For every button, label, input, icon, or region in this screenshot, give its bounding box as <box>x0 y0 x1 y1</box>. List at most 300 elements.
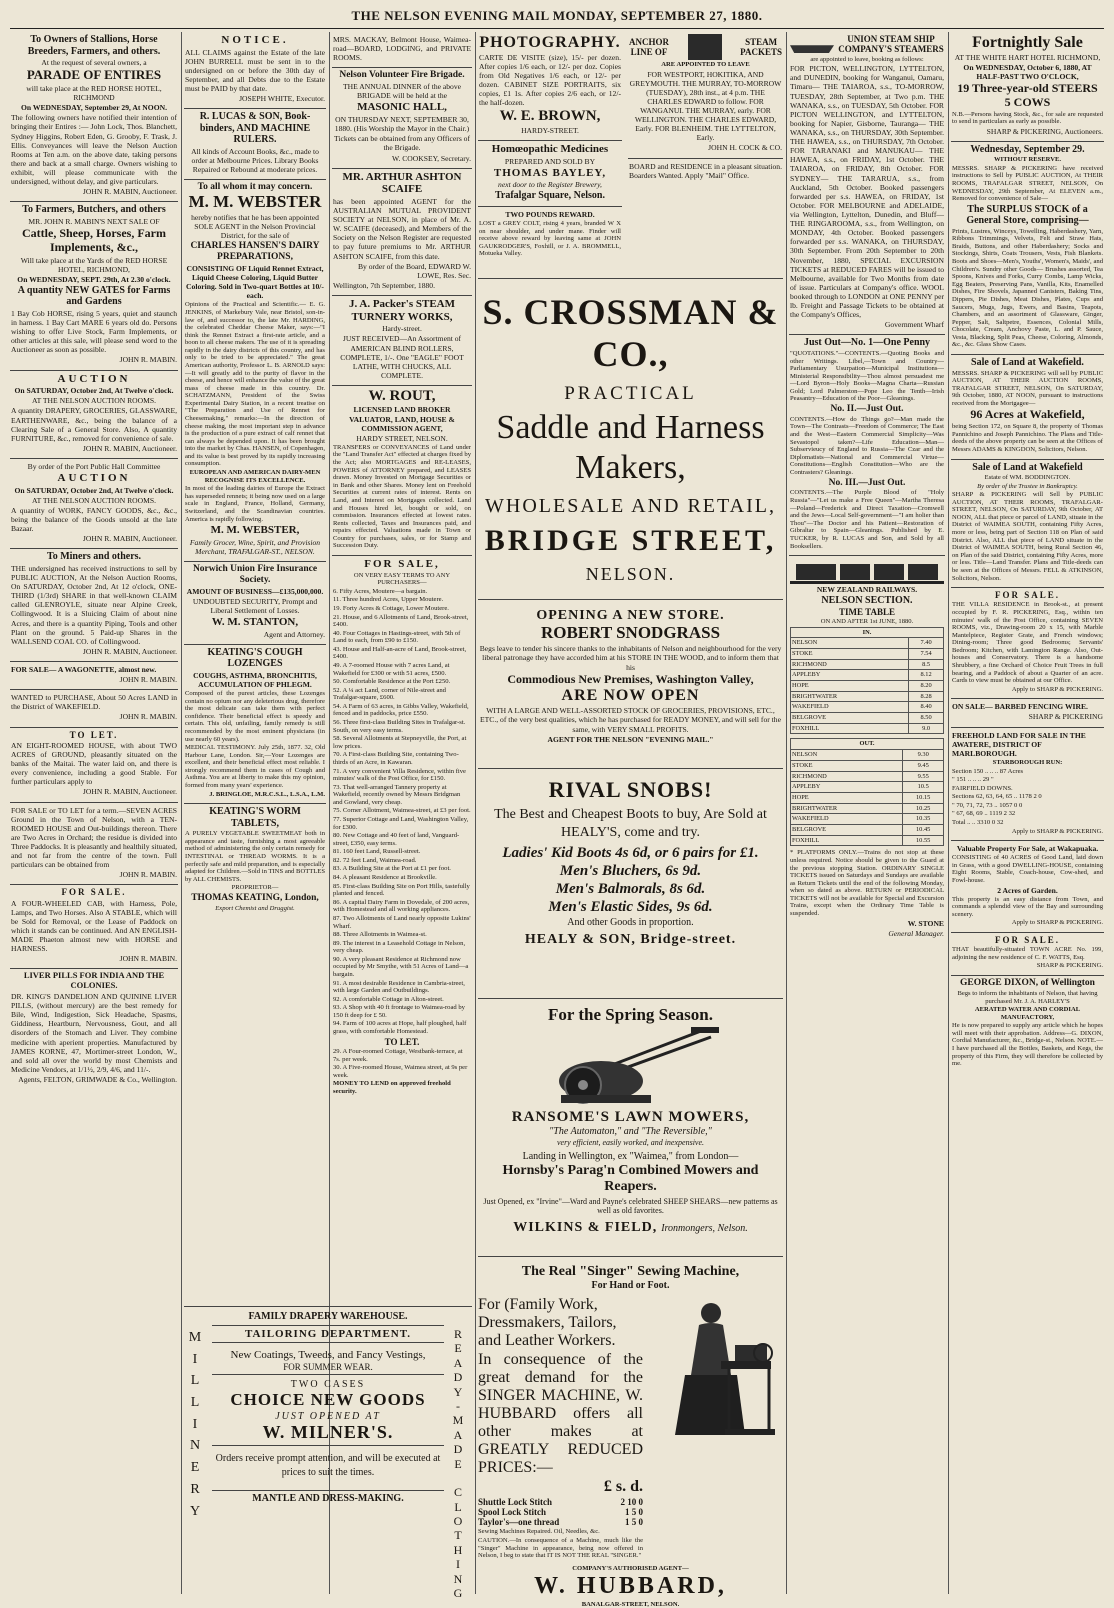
masthead-rule <box>10 28 1104 29</box>
ad-product-list: CONSISTING OF Liquid Rennet Extract, Liquid Cheese Coloring, Liquid Butter Coloring. Sold in Two-quart Bottles at 10/- each. <box>186 263 324 301</box>
side-letter: E <box>454 1456 464 1471</box>
property-item: 84. A pleasant Residence at Brookville. <box>333 874 437 882</box>
ad-body: A FOUR-WHEELED CAB, with Harness, Pole, Lamps, and Two Horses. Also A STABLE, which will be Sold for Removal, or the Lease of Paddock on which it stands can be continued. And AN ENGLISH-MADE Phaeton almost new with HORSE and HARNESS. <box>11 898 177 954</box>
ad-body: THE undersigned has received instructions to sell by PUBLIC AUCTION, At the Nelson Auction Rooms, On SATURDAY, October 2nd, At 12 o'clock, ONE-THIRD (1/3rd) SHARE in that well-known CLAIM called GLENROYLE, situate near Alpine Creek, Collingwood. It is a Sluicing Claim of about nine Acres, and there is a quantity Piping, Tools and other Plant on the ground. 5 Paid-up Shares in the WALLSEND COAL CO. of Collingwood. <box>11 563 177 646</box>
ad-board-residence <box>628 159 783 185</box>
ad-general-store-sale <box>951 142 1104 355</box>
ad-subheading: Hornsby's Parag'n Combined Mowers and Reapers. <box>502 1163 759 1194</box>
timetable-row <box>791 835 944 846</box>
land-schedule-row: Section 150 .. .. .. 87 Acres <box>952 767 1024 775</box>
masthead: THE NELSON EVENING MAIL MONDAY, SEPTEMBER 27, 1880. <box>351 8 763 23</box>
ad-subheading: For Hand or Foot. <box>591 1280 670 1292</box>
side-letter: D <box>453 1442 465 1457</box>
ad-heading: Wednesday, September 29. <box>970 143 1085 155</box>
ad-body: Orders receive prompt attention, and will be executed at prices to suit the times. <box>215 1452 441 1478</box>
price-row <box>478 1497 643 1507</box>
ad-heading: GEORGE DIXON, of Wellington <box>960 978 1095 989</box>
ad-place: Trafalgar Square, Nelson. <box>494 190 605 202</box>
property-list <box>333 588 471 1036</box>
side-letter: T <box>454 1528 464 1543</box>
station-name: WAKEFIELD <box>791 814 903 825</box>
ad-heading: Just Out—No. 1—One Penny <box>803 337 931 349</box>
station-name: BRIGHTWATER <box>791 803 903 814</box>
milner-main <box>212 1307 444 1504</box>
ad-body: hereby notifies that he has been appointed SOLE AGENT in the Nelson Provincial District, for the sale of <box>191 212 319 240</box>
ad-price-line: Ladies' Kid Boots 4s 6d, or 6 pairs for £1. <box>502 845 759 862</box>
land-schedule-row: Sections 62, 63, 64, 65 .. 1178 2 0 <box>952 793 1042 801</box>
ad-body: The following owners have notified their intention of bringing their Entires :— John Lock, Thos. Blanchett, Sydney Higgins, Robert Eden, G. Grooby, F. Trask, J. Ellis. Conveyances will leave the Nelson Auction Rooms at Ten a.m. on the above date, taking persons there and back at a small charge. Owners wishing to exhibit, will please communicate with the undersigned, without delay, and give particulars. <box>11 113 177 187</box>
ad-heading: Sale of Land at Wakefield. <box>971 357 1084 368</box>
departure-time: 9.55 <box>903 771 944 782</box>
station-name: FOXHILL <box>791 835 903 846</box>
station-name: HOPE <box>791 792 903 803</box>
ad-mackay-board <box>332 32 472 68</box>
ad-body: JUST RECEIVED—An Assortment of AMERICAN BLIND ROLLERS, COMPLETE, 1/-. One "EAGLE" FOOT LATHE, WITH CHUCKS, ALL COMPLETE. <box>340 334 464 380</box>
ad-lot: 5 COWS <box>1004 94 1051 109</box>
side-letter: - <box>456 1398 462 1413</box>
ad-auction-drapery <box>10 371 178 459</box>
departure-time: 10.55 <box>903 835 944 846</box>
ad-crossman <box>478 278 783 600</box>
ad-date: On SATURDAY, October 2nd, At Twelve o'clock. <box>14 485 174 495</box>
property-item: 58. Several Allotments at Stepneyville, the Port, at low prices. <box>333 735 467 750</box>
price-list <box>478 1497 643 1527</box>
property-item: 71. A very convenient Villa Residence, within five minutes' walk of the Post Office, for £150. <box>333 767 466 783</box>
ad-body: FOR SALE or TO LET for a term.—SEVEN ACRES Ground in the Town of Nelson, with a TEN-ROOMED HOUSE and Out-buildings thereon. There are Two Acres in Orchard; the residue is divided into Three Paddocks. It is pleasantly and healthily situated, and not far from the centre of the town. Full particulars can be obtained from <box>11 805 177 870</box>
side-letter: E <box>190 1460 204 1476</box>
ad-signature: JOHN R. MABIN. <box>119 954 177 964</box>
side-letter: A <box>453 1427 465 1442</box>
ad-heading: Homœopathic Medicines <box>491 142 609 155</box>
ad-heading: PARADE OF ENTIRES <box>26 67 162 83</box>
price-item: Shuttle Lock Stitch <box>478 1497 553 1508</box>
side-letter: Y <box>189 1503 205 1519</box>
ad-signature-detail: Export Chemist and Druggist. <box>215 904 295 912</box>
side-letter: D <box>453 1370 465 1385</box>
ad-heading: TWO POUNDS REWARD. <box>505 209 595 219</box>
property-item: 54. A Farm of 63 acres, in Gibbs Valley, Wakefield, fenced and in paddocks, price £550. <box>333 702 469 718</box>
ad-body: CONTENTS.—The Purple Blood of "Holy Russia"—"Let us make a Free Queen"—Martha Theresa—Poland—Frederick and Direct Taxation—Cromwell and the Jews—Local Self-government—"I am holier than Thou"—The Doctor and his Patient—Restoration of Gibraltar to Spain—Gleanings. Published by E. TUCKER, by R. LUCAS and Son, and Sold by all Booksellers. <box>790 489 944 550</box>
ad-line: TWO CASES <box>290 1379 366 1391</box>
price-value: 1 5 0 <box>625 1517 643 1528</box>
ad-cattle-sale <box>10 202 178 370</box>
ad-signature: JOHN R. MABIN, Auctioneer. <box>82 443 177 453</box>
ad-body: CONTENTS.—How do Things go?—Man made the Town—The Contrasts—Freedom of Commerce; The East and the West—Eastern Commercial Simplicity—Was Sevastopol taken?—Life Education—Man—Subservieucy of England to Russia—The Czar and the Diplomatists—National and Commercial Virtue—Constitutions—English Constitution—Who are the Contrasters? Gleanings. <box>790 415 944 476</box>
ad-subheading: WITHOUT RESERVE. <box>993 156 1062 164</box>
ad-railway-timetable <box>789 556 945 943</box>
timetable-row <box>791 803 944 814</box>
ad-miners <box>10 549 178 662</box>
departure-time: 8.28 <box>909 691 944 702</box>
ad-body: Begs leave to tender his sincere thanks to the inhabitants of Nelson and neighbourhood for the very liberal patronage they have accorded him at his STORE IN THE WOOD, and to inform them that his <box>479 643 782 672</box>
ad-homoeopathic <box>478 141 622 207</box>
ad-date: On WEDNESDAY, September 29, At NOON. <box>21 103 167 113</box>
ad-signature: W. STONE <box>907 918 944 928</box>
ad-footer: MANTLE AND DRESS-MAKING. <box>252 1492 404 1504</box>
side-letter: L <box>190 1395 204 1411</box>
ad-heading: Fortnightly Sale <box>972 34 1083 51</box>
timetable-row <box>791 691 944 702</box>
ad-snodgrass <box>478 602 783 769</box>
ad-heading: NEW ZEALAND RAILWAYS. <box>816 585 918 595</box>
ad-subheading: are appointed to leave, booking as follows: <box>810 55 924 63</box>
ad-body: MRS. MACKAY, Belmont House, Waimea-road—BOARD, LODGING, and PRIVATE ROOMS. <box>333 35 471 63</box>
side-letter: M <box>452 1413 466 1428</box>
price-value: 2 10 0 <box>620 1497 643 1508</box>
timetable-title: TIME TABLE <box>839 606 895 617</box>
station-name: RICHMOND <box>791 659 909 670</box>
ad-body: And other Goods in proportion. <box>567 917 694 929</box>
ad-subheading: 2 Acres of Garden. <box>997 885 1058 895</box>
ad-trade: Makers, <box>575 449 686 486</box>
ad-subheading: AT THE WHITE HART HOTEL RICHMOND, <box>954 52 1101 62</box>
timetable-row <box>791 792 944 803</box>
ad-body: BOARD and RESIDENCE in a pleasant situation. Boarders Wanted. Apply "Mail" Office. <box>629 161 782 180</box>
ad-signature: JOHN R. MABIN, Auctioneer. <box>82 787 177 797</box>
ad-line: New Coatings, Tweeds, and Fancy Vestings, <box>230 1349 426 1362</box>
ad-land-wakefield-1 <box>951 355 1104 460</box>
ad-footer: AGENT FOR THE NELSON "EVENING MAIL." <box>547 735 714 745</box>
ad-body: THE ANNUAL DINNER of the above BRIGADE will be held at the <box>342 82 462 101</box>
property-item: 21. House, and 6 Allotments of Land, Brook-street, £400. <box>333 613 469 629</box>
ad-subheading: EUROPEAN AND AMERICAN DAIRY-MEN RECOGNISE ITS EXCELLENCE. <box>189 469 321 484</box>
ad-place: MASONIC HALL, <box>357 101 447 114</box>
departure-time: 8.40 <box>909 702 944 713</box>
ad-subheading: TAILORING DEPARTMENT. <box>244 1327 412 1340</box>
station-name: STOKE <box>791 648 909 659</box>
ad-heading: FOR SALE— A WAGONETTE, almost new. <box>11 664 157 674</box>
ad-line: WHOLESALE AND RETAIL, <box>485 495 776 517</box>
departure-time: 8.50 <box>909 713 944 724</box>
ad-place: will take place at the RED HORSE HOTEL, RICHMOND <box>26 84 162 103</box>
ad-body: For (Family Work, Dressmakers, Tailors, and Leather Workers. <box>478 1296 617 1350</box>
ad-body: has been appointed AGENT for the AUSTRALIAN MUTUAL PROVIDENT SOCIETY at NELSON, in place of Mr. A. W. SCAIFE (deceased), and Members of the Society on the Nelson Register are requested to pay future premiums to Mr. ARTHUR ASHTON SCAIFE, from this date. <box>333 196 471 261</box>
ad-signature-detail: Ironmongers, Nelson. <box>661 1222 748 1234</box>
property-item: 29. A Four-roomed Cottage, Westbank-terrace, at 7s. per week. <box>333 1047 463 1063</box>
ad-title: To Owners of Stallions, Horse Breeders, Farmers, and others. <box>27 34 161 57</box>
ad-webster-dairy <box>184 180 326 562</box>
station-name: BELGROVE <box>791 713 909 724</box>
ad-heading: No. III.—Just Out. <box>828 477 906 488</box>
ad-signature: Government Wharf <box>884 320 944 330</box>
side-letter: H <box>453 1542 465 1557</box>
ad-testimonials: Opinions of the Practical and Scientific.— E. G. JENKINS, of Markebury Vale, near Bristol, son-in-law of, and successor to, the late Mr. HARDING, the celebrated Cheddar Cheese Maker, says:—"I think the Rennet Extract a first-rate article, and a boon to all cheese makers. The use of it is spreading rapidly in the dairy districts of this country, and has only to be tried to be appreciated." The great American authority, Professor L. B. ARNOLD says:—It will greatly add to the purity of flavor in the cheese, and hence will enhance the value of the great mass of cheese made in this country. Dr. SCHATZMANN, President of the Swiss Experimental Dairy Station, in a recent treatise on "The Preparation and Use of Rennet for Cheesemaking," remarks:—In the direction of cheese making, the most important step in advance is the production of a pure extract of calf rennet that can always be depended upon. It has been brought into the market by Chas. HANSEN, of Copenhagen, and its value is best proved by its rapidly increasing consumption. <box>185 301 325 468</box>
property-item: 92. A comfortable Cottage in Alton-street. <box>333 995 444 1003</box>
price-row <box>478 1507 643 1517</box>
timetable-row <box>791 771 944 782</box>
ad-signature: JOHN R. MABIN, Auctioneer. <box>82 534 177 544</box>
ad-signature: Apply to SHARP & PICKERING. <box>1011 827 1103 835</box>
property-item: 86. A capital Dairy Farm in Dovedale, of 200 acres, with Homestead and all working appliances. <box>333 898 470 914</box>
ad-heading: RIVAL SNOBS! <box>548 777 713 802</box>
ad-models: "The Automaton," and "The Reversible," <box>549 1126 712 1138</box>
ad-body: LOST a GREY COLT, rising 4 years, branded W X on near shoulder, and under mane. Finder will receive above reward by leaving same at JOHN GAUKRODGER'S, Foxhill, or J. A. BROMMELL, Motueka Valley. <box>479 219 621 258</box>
ad-heading-part: LINE OF <box>630 47 668 57</box>
ad-heading: FOR SALE. <box>61 887 127 898</box>
departure-time: 8.5 <box>909 659 944 670</box>
timetable-out <box>790 738 944 846</box>
locomotive-icon <box>790 558 944 584</box>
side-letter: C <box>453 1485 464 1500</box>
ad-heading: FOR SALE. <box>994 590 1060 601</box>
departure-time: 8.12 <box>909 670 944 681</box>
ad-subheading: COUGHS, ASTHMA, BRONCHITIS, ACCUMULATION OF PHLEGM. <box>193 670 317 689</box>
side-letter: Y <box>453 1384 465 1399</box>
ad-agent-label: COMPANY'S AUTHORISED AGENT— <box>572 1564 689 1572</box>
property-item: 94. Farm of 100 acres at Hope, half ploughed, half grass, with comfortable Homestead. <box>333 1020 467 1036</box>
ad-heading: W. ROUT, <box>368 387 436 404</box>
departure-time: 8.20 <box>909 681 944 692</box>
property-item: 52. A ¼ act Land, corner of Nile-street and Trafalgar-square, £600. <box>333 686 446 702</box>
property-item: 11. Three hundred Acres, Upper Moutere. <box>333 596 444 604</box>
ad-heading: No. II.—Just Out. <box>830 403 904 414</box>
ad-heading: OPENING A NEW STORE. <box>536 608 725 623</box>
ad-heading: LIVER PILLS FOR INDIA AND THE COLONIES. <box>23 970 165 991</box>
ad-signature: JOHN R. MABIN. <box>119 675 177 685</box>
ad-land-wakefield-2 <box>951 460 1104 589</box>
ad-signature: JOSEPH WHITE, Executor. <box>239 94 325 104</box>
land-schedule <box>952 768 1103 827</box>
ad-date: On SATURDAY, October 2nd, At Twelve o'clock. <box>14 386 174 396</box>
ad-subheading: STARBOROUGH RUN: <box>992 758 1063 766</box>
ad-body: TRANSFERS or CONVEYANCES of Land under the "Land Transfer Act" effected at charges fixed by the Act; also MORTGAGES and RE-LEASES, POWERS of ATTORNEY prepared, and LEASES drawn. Money Invested on Mortgage Securities or in Bank and other Shares. Money lent on Freehold Securities at current rates of interest. Rents on Land, and Interest on Mortgages collected. Land and Houses hired let, bought or sold, on commission. Insurances effected at lowest rates. Rents collected, Taxes and Insurances paid, and repairs effected. Valuations made in Town or Country for purchases, sales, or for Stamp and Succession Duty. <box>333 443 471 550</box>
ad-heading: TO LET. <box>384 1036 420 1047</box>
ad-line: FOR SUMMER WEAR. <box>283 1362 373 1373</box>
ad-amount: AMOUNT OF BUSINESS—£135,000,000. <box>186 586 324 596</box>
side-label-millinery <box>188 1327 206 1522</box>
divider <box>212 1490 444 1491</box>
ad-intro: At the request of several owners, a <box>41 58 147 67</box>
train-car <box>908 564 938 580</box>
ad-signature: WILKINS & FIELD, <box>513 1219 658 1235</box>
ad-intro: MR. JOHN R. MABIN'S NEXT SALE OF <box>28 216 160 226</box>
ad-body: Begs to inform the inhabitants of Nelson, that having purchased Mr. J. A. HARLEY'S <box>957 989 1098 1005</box>
departure-time: 10.25 <box>903 803 944 814</box>
ad-heading: M. M. WEBSTER <box>188 192 322 212</box>
ad-body: PREPARED AND SOLD BY <box>504 156 596 166</box>
ad-place: Hardy-street. <box>382 324 422 334</box>
ad-money-to-lend: MONEY TO LEND on approved freehold security. <box>333 1080 451 1095</box>
departure-time: 9.45 <box>903 760 944 771</box>
side-letter: L <box>454 1499 464 1514</box>
singer-body-row <box>478 1295 783 1560</box>
anchor-flag-icon <box>688 34 722 60</box>
departure-time: 10.45 <box>903 824 944 835</box>
side-letter: O <box>453 1514 465 1529</box>
ad-signature: W. COOKSEY, Secretary. <box>391 153 471 163</box>
divider <box>212 1342 444 1343</box>
timetable-row <box>791 670 944 681</box>
timetable-row <box>791 648 944 659</box>
timetable-rows <box>791 750 944 846</box>
ad-signature: SHARP & PICKERING. <box>1036 962 1103 970</box>
ad-notice-estate <box>184 32 326 109</box>
ad-line: PRACTICAL <box>564 383 697 404</box>
ad-body: Prints, Lustres, Winceys, Towelling, Haberdashery, Yarn, Ribbons Trimmings, Velvets, Felt and Straw Hats, Braids, Buttons, and other Haberdashery; Socks and Stockings, Shirts, Coats Trousers, Vests, Fish Blankets. Boots and Shoes—Men's, Youths', Women's, Maids', and Children's. Sundry other Goods— Brushes assorted, Tea Spoons, Knives and Forks, Curry Combs, Lamp Wicks, Egg Beaters, Preserving Pans, Vanilla, Kits, Enamelled Dishes, Fire Shovels, Japanned Canisters, Baking Tins, Dippers, Pie Dishes, Meat Dishes, Plates, Cups and Saucers, Mugs, Jugs, Ewers, and Basins, Teapots, Chambers, and an assortment of Glassware, Ginger, Pepper, Salt, Saltpetre, Essences, Colonial Mills, Chocolate, Cream, Anchovy Paste, L. and P. Sauce, Vesta, Blacking, Split Peas, Cheese, Coloring, Almonds, &c., &c. Glass Show Cases. <box>952 227 1103 349</box>
ad-body: THAT beautifully-situated TOWN ACRE No. 199, adjoining the new residence of C. F. WATTS, Esq. <box>952 946 1103 961</box>
ad-body: WANTED to PURCHASE, About 50 Acres LAND in the District of WAKEFIELD. <box>11 693 177 712</box>
ad-milner-drapery <box>184 1306 472 1601</box>
property-item: 81. 160 feet Land, Russell-street. <box>333 848 421 856</box>
ad-title: To Farmers, Butchers, and others <box>22 204 166 216</box>
departure-time: 10.15 <box>903 792 944 803</box>
timetable-in <box>790 627 944 735</box>
ad-place: HARDY-STREET. <box>521 125 579 135</box>
ad-line: JUST OPENED AT <box>275 1410 381 1422</box>
land-schedule-row: " 151 .. .. .. 29 " <box>952 776 994 784</box>
ad-villa-for-sale <box>951 588 1104 699</box>
ad-signature-detail: Family Grocer, Wine, Spirit, and Provision Merchant, TRAFALGAR-ST., NELSON. <box>189 537 321 556</box>
ad-ransome-mowers <box>478 1002 783 1257</box>
departure-time: 9.30 <box>903 750 944 761</box>
station-name: BRIGHTWATER <box>791 691 909 702</box>
ad-merchant-name: S. CROSSMAN & CO., <box>482 292 779 374</box>
ad-heading: ON SALE— BARBED FENCING WIRE. <box>952 702 1088 712</box>
ad-body: In most of the leading dairies of Europe the Extract has superseded rennets; it being now used on a large scale in England, France, Holland, Germany, Switzerland, and the Scandinavian countries. America is rapidly following. <box>185 485 325 523</box>
ad-union-steam-ship <box>789 32 945 335</box>
divider <box>212 1445 444 1446</box>
ad-wakapuaka <box>951 841 1104 933</box>
ad-signature: SHARP & PICKERING <box>1028 712 1103 722</box>
ad-intro: By order of the Port Public Hall Committee <box>27 461 161 471</box>
ad-photography <box>478 32 622 141</box>
ad-subheading: CHARLES HANSEN'S DAIRY PREPARATIONS, <box>190 241 320 262</box>
train-car <box>840 564 870 580</box>
ad-body: Just Opened, ex "Irvine"—Ward and Payne's celebrated SHEEP SHEARS—new patterns as well as old favorites. <box>483 1196 778 1215</box>
timetable-direction: OUT. <box>791 739 944 750</box>
ad-signature: HEALY & SON, Bridge-street. <box>524 932 737 948</box>
ad-signature: JOHN R. MABIN. <box>119 712 177 722</box>
ad-heading: J. A. Packer's STEAM TURNERY WORKS, <box>348 298 456 323</box>
ad-lucas-bookbinders <box>184 109 326 180</box>
ad-heading-part: STEAM <box>745 36 778 47</box>
ad-signature: W. M. STANTON, <box>211 616 299 629</box>
property-item: 87. Two Allotments of Land nearly opposite Lukins' Wharf. <box>333 914 471 930</box>
ad-subheading: A quantity NEW GATES for Farms and Gardens <box>17 284 171 308</box>
ad-price-line: Men's Elastic Sides, 9s 6d. <box>548 899 713 916</box>
ad-heading: Cattle, Sheep, Horses, Farm Implements, &c., <box>22 225 166 254</box>
ad-auction-fancy-goods <box>10 459 178 549</box>
price-item: Taylor's—one thread <box>478 1517 560 1528</box>
ad-body: CARTE DE VISITE (size), 15/- per dozen. After copies 1/6 each, or 12/- per doz. Copies from Old Negatives 1/6 each, or 12/- per dozen. CABINET SIZE PORTRAITS, six copies, £1 1s. After copies 2/6 each, or 12/- the half-dozen. <box>479 52 621 108</box>
ad-heading: MR. ARTHUR ASHTON SCAIFE <box>342 170 462 196</box>
ad-signature: JOHN R. MABIN. <box>119 355 177 365</box>
side-letter: G <box>453 1586 465 1601</box>
side-letter: I <box>192 1416 202 1432</box>
ad-body: 1 Bay Cob HORSE, rising 5 years, quiet and staunch in harness. 1 Bay Cart MARE 6 years old do. Persons wishing to offer Live Stock, Farm Implements, or other articles at this sale, will please send word to the Auctioneer as soon as possible. <box>11 308 177 355</box>
side-letter: E <box>454 1341 464 1356</box>
ad-title: To all whom it may concern. <box>197 182 313 193</box>
ad-body: DR. KING'S DANDELION AND QUININE LIVER PILLS, (without mercury) are the best remedy for Bile, Wind, Indigestion, Sick Headache, Spasms, Giddiness, Heartburn, Nervousness, Gout, and all disorders of the Stomach and Liver. They combine medicine with aperient properties. Manufactured by JAMES KORNE, 47, Mortimer-street London, W., and sold all over the world by most Chemists and Medicine Vendors, at 1/1½, 2/9, 4/6, and 11/-. <box>11 992 177 1074</box>
ad-price-line: Men's Bluchers, 6s 9d. <box>559 863 702 880</box>
property-item: 50. Comfortable Residence at the Port £250. <box>333 678 451 686</box>
price-header: £ s. d. <box>603 1478 643 1496</box>
station-name: STOKE <box>791 760 903 771</box>
ad-date: On WEDNESDAY, October 6, 1880, AT HALF-PAST TWO O'CLOCK, <box>963 62 1092 81</box>
ad-subheading: NELSON SECTION. <box>821 595 913 607</box>
ad-body: Sewing Machines Repaired. Oil, Needles, &c. <box>478 1528 600 1536</box>
ad-parade-of-entires <box>10 32 178 202</box>
timetable-row <box>791 659 944 670</box>
ad-signature: JOHN H. COCK & CO. <box>708 143 782 153</box>
ad-body: FOR WESTPORT, HOKITIKA, AND GREYMOUTH. THE MURRAY, TO-MORROW (TUESDAY), 28th inst., at 4 p.m. THE CHARLES EDWARD to follow. FOR WANGANUI. THE MURRAY, early. FOR WELLINGTON. THE CHARLES EDWARD, Early. FOR BLENHEIM. THE LYTTELTON, Early. <box>629 69 782 143</box>
ad-signature: W. E. BROWN, <box>499 108 601 125</box>
train-engine <box>796 564 836 580</box>
property-item: 40. Four Cottages in Hastings-street, with 5th of Land to each, from £90 to £150. <box>333 629 461 645</box>
property-item: 90. A very pleasant Residence at Richmond now occupied by Mr Smythe, with 51 Acres of Land—a bargain. <box>333 955 469 978</box>
anchor-line-header <box>629 34 782 60</box>
anchor-line-left <box>629 37 669 58</box>
side-letter <box>450 1471 468 1485</box>
ad-subheading: ARE APPOINTED TO LEAVE <box>661 61 750 68</box>
ad-signature: SHARP & PICKERING, Auctioneers. <box>986 126 1103 136</box>
ad-heading-part: PACKETS <box>740 47 782 57</box>
ad-body: next door to the Register Brewery, <box>498 180 602 190</box>
ad-heading: Sale of Land at Wakefield <box>972 461 1083 473</box>
ad-heading: The Real "Singer" Sewing Machine, <box>521 1264 740 1279</box>
ad-lot: 96 Acres at Wakefield, <box>970 407 1085 422</box>
ad-note: very efficient, easily worked, and inexpensive. <box>556 1138 705 1148</box>
timetable-row <box>791 638 944 649</box>
ad-keating-worm-tablets <box>184 804 326 917</box>
ad-place: Will take place at the Yards of the RED HORSE HOTEL, RICHMOND, <box>20 255 168 274</box>
ad-body: AN EIGHT-ROOMED HOUSE, with about TWO ACRES of GROUND, pleasantly situated on the banks of the Maitai. The water laid on, and there is every convenience, including a good Stable. For further particulars apply to <box>11 740 177 787</box>
timetable-row <box>791 782 944 793</box>
ad-quotations <box>789 335 945 556</box>
ad-anchor-line <box>628 32 783 159</box>
property-item: 70. A First-class Building Site, containing Two-thirds of an Acre, in Kawaran. <box>333 751 459 766</box>
timetable-row <box>791 723 944 734</box>
ad-body: SHARP & PICKERING will Sell by PUBLIC AUCTION, AT THEIR ROOMS, TRAFALGAR-STREET, NELSON, On SATURDAY, 9th October, AT NOON, ALL that piece or parcel of LAND, situate in the District of WAIMEA SOUTH, containing Fifty Acres, more or less, being part of Section 118 on Plan of said District. Also, ALL that piece of LAND situate in the District of WAIMEA SOUTH, being Rural Section 46, on Plan of the said District, containing Fifty Acres, more or less. Title—Land Transfer. Plans and Title-deeds can be seen at the Offices of Messrs. FELL & ATKINSON, Solicitors, Nelson. <box>952 491 1103 582</box>
ad-signature-detail: General Manager. <box>888 928 944 938</box>
price-item: Spool Lock Stitch <box>478 1507 547 1518</box>
ad-heading: R. LUCAS & SON, Book-binders, AND MACHINE RULERS. <box>199 111 311 146</box>
timetable-rows <box>791 638 944 734</box>
ad-place: AT THE NELSON AUCTION ROOMS. <box>32 495 156 505</box>
timetable-direction: IN. <box>791 627 944 638</box>
ad-title: To Miners and others. <box>46 551 142 563</box>
property-item: 88. Three Allotments in Waimea-st. <box>333 931 427 939</box>
side-letter: L <box>190 1373 204 1389</box>
ad-signature: JOHN R. MABIN, Auctioneer. <box>82 187 177 197</box>
ad-order: By order of the Trustee in Bankruptcy. <box>977 482 1078 490</box>
ad-rout-land-broker <box>332 386 472 556</box>
column-7 <box>951 32 1104 1594</box>
ad-fencing-wire <box>951 699 1104 727</box>
ad-signature: Apply to SHARP & PICKERING. <box>1011 685 1103 693</box>
ad-merchant-name: ROBERT SNODGRASS <box>540 623 721 643</box>
station-name: FOXHILL <box>791 723 909 734</box>
ad-date: ON THURSDAY NEXT, SEPTEMBER 30, 1880. (His Worship the Mayor in the Chair.) <box>334 115 470 134</box>
ad-heading: FAMILY DRAPERY WAREHOUSE. <box>248 1311 408 1322</box>
ad-subheading: The Best and Cheapest Boots to buy, Are Sold at HEALY'S, come and try. <box>494 807 767 840</box>
departure-time: 9.0 <box>909 723 944 734</box>
ad-cab-for-sale <box>10 885 178 969</box>
ad-merchant-name: W. MILNER'S. <box>262 1421 394 1442</box>
ad-body: MESSRS. SHARP & PICKERING will sell by PUBLIC AUCTION, AT THEIR AUCTION ROOMS, TRAFALGAR STREET, NELSON, On SATURDAY, 9th October, 1880, AT NOON, pursuant to instructions received from the Mortgagee— <box>952 369 1103 407</box>
column-1 <box>10 32 178 1594</box>
station-name: NELSON <box>791 750 903 761</box>
ad-body: UNDOUBTED SECURITY, Prompt and Liberal Settlement of Losses. <box>192 596 318 616</box>
singer-text <box>478 1295 643 1560</box>
ad-wanted-land <box>10 690 178 727</box>
side-letter: N <box>189 1438 205 1454</box>
ad-place: HARDY STREET, NELSON. <box>356 433 448 443</box>
station-name: RICHMOND <box>791 771 903 782</box>
ad-singer-sewing <box>478 1260 783 1608</box>
side-label-text <box>450 1327 468 1600</box>
ad-signature-detail: Agent and Attorney. <box>263 629 325 639</box>
